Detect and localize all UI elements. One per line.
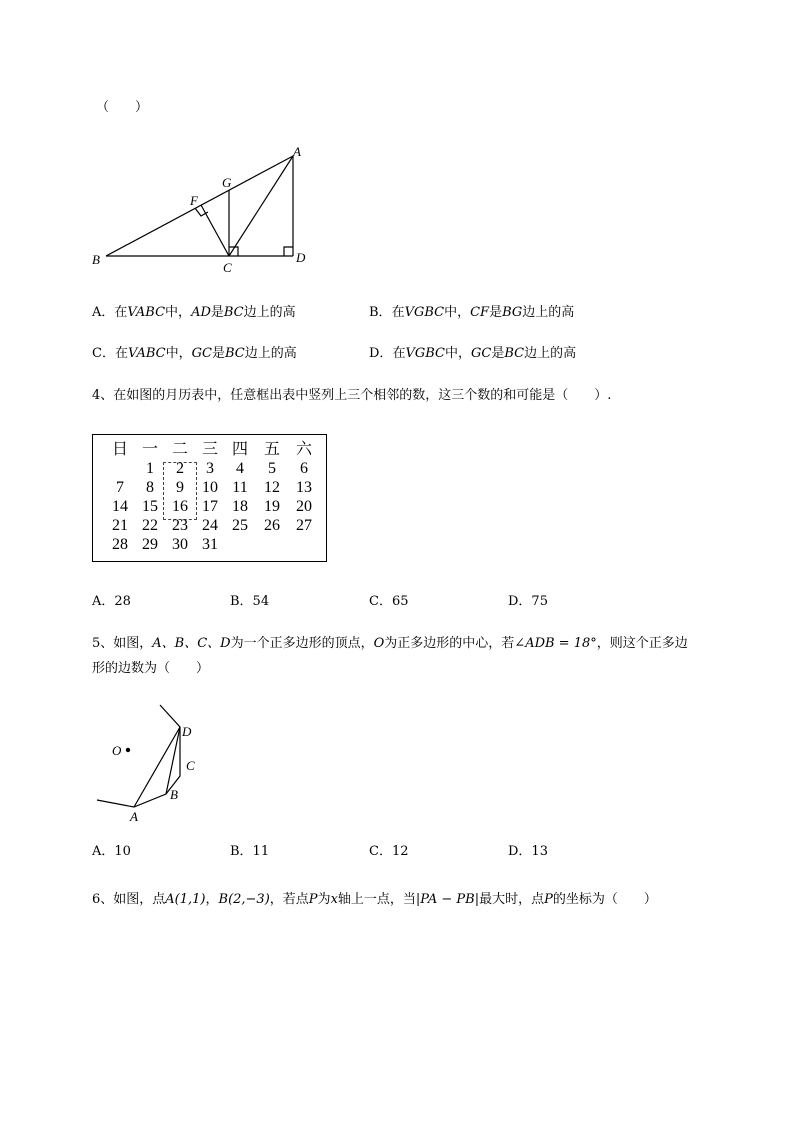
label-a: A bbox=[130, 809, 138, 824]
calendar-day-cell: 2 bbox=[176, 460, 184, 477]
q5-stem-line1: 5、如图，A、B、C、D为一个正多边形的顶点，O为正多边形的中心，若∠ADB = 18°，则这个正多边 bbox=[92, 636, 688, 651]
calendar-day-cell: 19 bbox=[264, 498, 280, 515]
calendar-day-cell: 14 bbox=[112, 498, 128, 515]
calendar-day-cell: 26 bbox=[264, 517, 280, 534]
q5-polygon-figure bbox=[92, 700, 222, 825]
q6-stem: 6、如图，点A(1,1)，B(2,−3)，若点P为x轴上一点，当|PA − PB|最大时，点P的坐标为（ ） bbox=[92, 892, 657, 907]
q5-option-c: C．12 bbox=[369, 844, 409, 859]
calendar-day-cell: 8 bbox=[146, 479, 154, 496]
center-point bbox=[126, 748, 130, 752]
calendar-day-cell: 22 bbox=[142, 517, 158, 534]
calendar-day-cell: 20 bbox=[296, 498, 312, 515]
calendar-day-cell: 21 bbox=[112, 517, 128, 534]
calendar-day-cell: 9 bbox=[176, 479, 184, 496]
calendar-day-cell: 27 bbox=[296, 517, 312, 534]
calendar-day-cell: 25 bbox=[232, 517, 248, 534]
calendar-day-cell: 29 bbox=[142, 536, 158, 553]
calendar-table bbox=[92, 434, 327, 562]
label-b: B bbox=[92, 252, 100, 267]
label-d: D bbox=[296, 250, 306, 265]
calendar-day-cell: 12 bbox=[264, 479, 280, 496]
q3-option-b: B．在VGBC中，CF是BG边上的高 bbox=[369, 305, 575, 320]
calendar-header-cell: 三 bbox=[201, 441, 218, 458]
label-d: D bbox=[182, 724, 192, 739]
label-g: G bbox=[222, 175, 232, 190]
q5-stem-line2: 形的边数为（ ） bbox=[92, 661, 210, 676]
q3-option-d: D．在VGBC中，GC是BC边上的高 bbox=[369, 346, 577, 361]
calendar-day-cell: 11 bbox=[232, 479, 248, 496]
calendar-header-cell: 五 bbox=[263, 441, 280, 458]
calendar-day-cell: 24 bbox=[202, 517, 218, 534]
calendar-header-cell: 日 bbox=[111, 441, 128, 458]
label-c: C bbox=[223, 260, 232, 275]
q4-option-a: A．28 bbox=[92, 594, 131, 609]
calendar-header-cell: 二 bbox=[171, 441, 188, 458]
calendar-header-cell: 六 bbox=[295, 441, 312, 458]
calendar-day-cell: 31 bbox=[202, 536, 218, 553]
calendar-day-cell: 10 bbox=[202, 479, 218, 496]
calendar-day-cell: 15 bbox=[142, 498, 158, 515]
calendar-day-cell: 4 bbox=[236, 460, 244, 477]
calendar-day-cell: 1 bbox=[146, 460, 154, 477]
q4-option-c: C．65 bbox=[369, 594, 409, 609]
q4-option-b: B．54 bbox=[230, 594, 270, 609]
calendar-day-cell: 7 bbox=[116, 479, 124, 496]
q3-paren: （ ） bbox=[96, 100, 149, 115]
calendar-header-cell: 四 bbox=[231, 441, 248, 458]
calendar-day-cell: 5 bbox=[268, 460, 276, 477]
q4-option-d: D．75 bbox=[508, 594, 548, 609]
q5-option-a: A．10 bbox=[92, 844, 131, 859]
q4-stem: 4、在如图的月历表中，任意框出表中竖列上三个相邻的数，这三个数的和可能是（ ）. bbox=[92, 388, 612, 403]
q3-triangle-figure bbox=[85, 140, 325, 275]
label-a: A bbox=[293, 144, 301, 159]
calendar-day-cell: 3 bbox=[206, 460, 214, 477]
calendar-header-cell: 一 bbox=[141, 441, 158, 458]
q3-option-a: A．在VABC中，AD是BC边上的高 bbox=[92, 305, 296, 320]
label-c: C bbox=[186, 758, 195, 773]
calendar-day-cell: 18 bbox=[232, 498, 248, 515]
label-b: B bbox=[170, 787, 178, 802]
label-o: O bbox=[112, 743, 122, 758]
calendar-day-cell: 23 bbox=[172, 517, 188, 534]
q3-option-c: C．在VABC中，GC是BC边上的高 bbox=[92, 346, 297, 361]
q5-option-d: D．13 bbox=[508, 844, 548, 859]
calendar-day-cell: 13 bbox=[296, 479, 312, 496]
q5-option-b: B．11 bbox=[230, 844, 270, 859]
label-f: F bbox=[190, 193, 198, 208]
calendar-day-cell: 30 bbox=[172, 536, 188, 553]
calendar-day-cell: 6 bbox=[300, 460, 308, 477]
calendar-day-cell: 28 bbox=[112, 536, 128, 553]
calendar-day-cell: 16 bbox=[172, 498, 188, 515]
calendar-day-cell: 17 bbox=[202, 498, 218, 515]
